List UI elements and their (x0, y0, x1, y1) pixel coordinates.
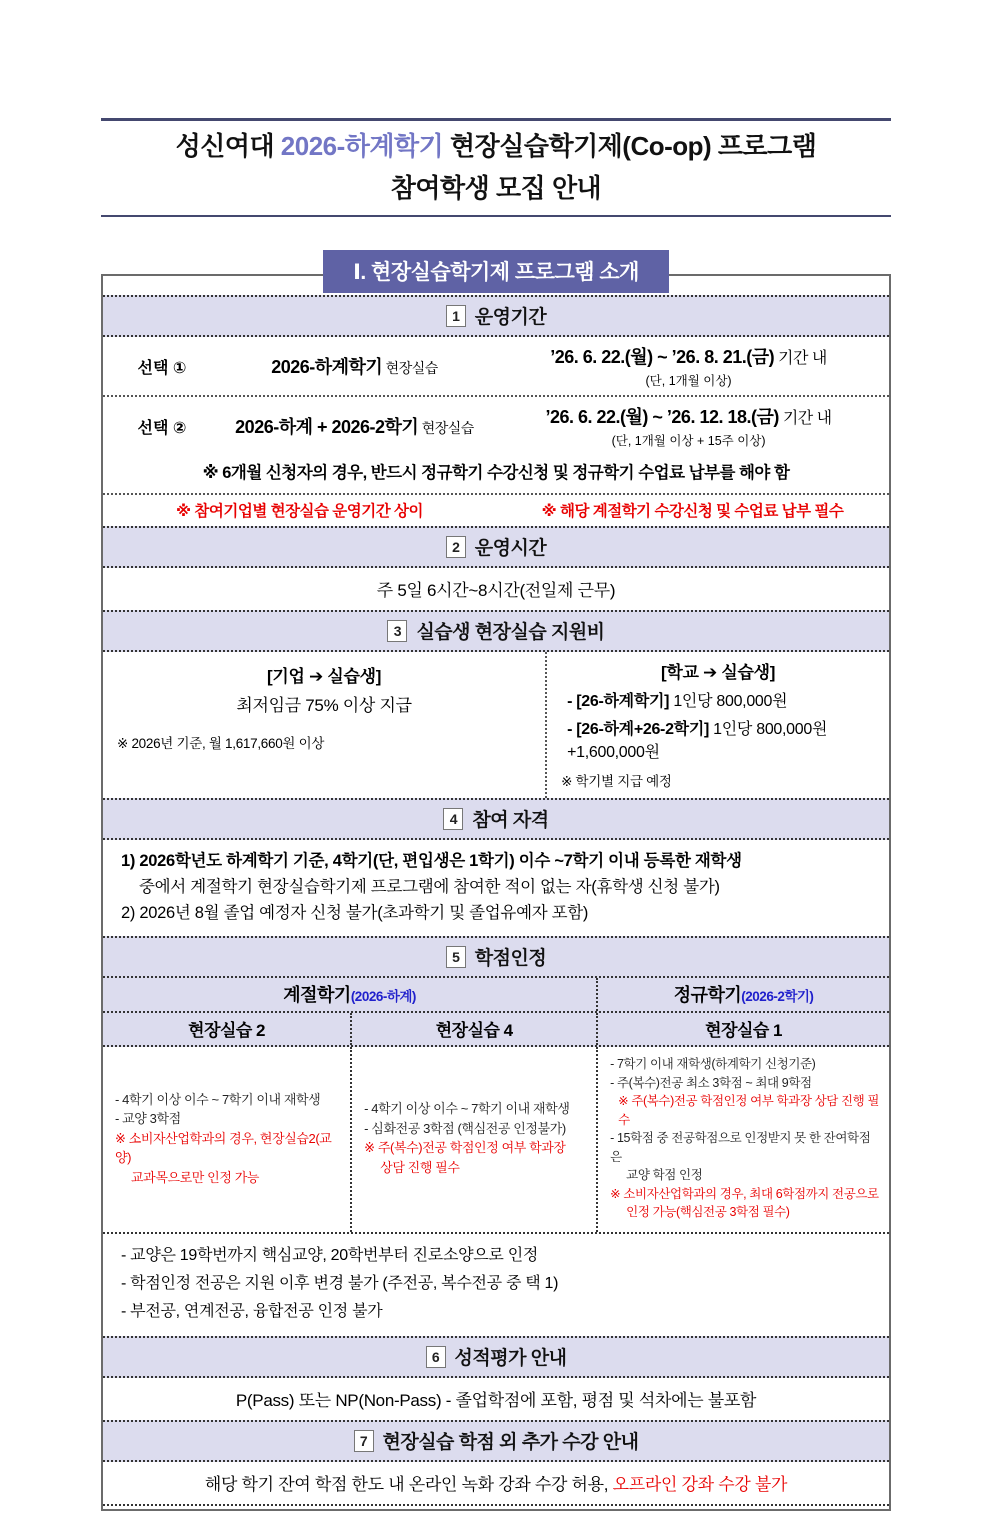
option1-label: 선택 ① (137, 359, 187, 377)
school-item1-value: 1인당 800,000원 (669, 693, 788, 710)
band-grading (103, 1336, 889, 1378)
seasonal-semester-header (103, 978, 598, 1011)
cell-line: - 교양 3학점 (115, 1111, 181, 1126)
option1-row (103, 337, 889, 397)
cell-line: - 7학기 이내 재학생(하계학기 신청기준) (610, 1057, 816, 1071)
company-support-cell (103, 652, 547, 798)
credit-table-body (103, 1047, 889, 1234)
eligibility-line-1: 1) 2026학년도 하계학기 기준, 4학기(단, 편입생은 1학기) 이수 ~7학기 이내 등록한 재학생 (121, 852, 742, 870)
credit-note-2: - 학점인정 전공은 지원 이후 변경 불가 (주전공, 복수전공 중 택 1) (121, 1274, 559, 1292)
school-support-header: [학교 ➔ 실습생] (660, 663, 776, 682)
title-accent: 2026-하계학기 (280, 131, 444, 161)
option1-period (488, 343, 889, 389)
option1-program-name: 2026-하계학기 (271, 357, 383, 377)
band-support-fee (103, 610, 889, 652)
band-extra-courses (103, 1420, 889, 1462)
grading-content: P(Pass) 또는 NP(Non-Pass) - 졸업학점에 포함, 평점 및 석차에는 불포함 (235, 1390, 757, 1410)
course-header-3: 현장실습 1 (705, 1021, 783, 1040)
option1-period-note: (단, 1개월 이상) (645, 374, 732, 388)
cell-line-warning: ※ 소비자산업학과의 경우, 최대 6학점까지 전공으로 (610, 1186, 879, 1201)
cell-line: - 4학기 이상 이수 ~ 7학기 이내 재학생 (115, 1091, 321, 1107)
band-eligibility (103, 798, 889, 840)
red-notes-row (103, 493, 889, 526)
band-number-icon: 1 (446, 305, 466, 327)
option2-label: 선택 ② (137, 419, 187, 437)
title-line-1 (101, 125, 891, 167)
company-support-line: 최저임금 75% 이상 지급 (236, 696, 412, 715)
band-title: 참여 자격 (472, 810, 549, 831)
band-title: 학점인정 (474, 948, 547, 969)
option2-program-name: 2026-하계 + 2026-2학기 (235, 417, 419, 437)
eligibility-block (103, 840, 889, 936)
credit-cell-practice1 (598, 1047, 889, 1232)
course-header-1: 현장실습 2 (103, 1013, 352, 1045)
option1-program (221, 353, 488, 379)
credit-cell-practice4 (352, 1047, 598, 1232)
band-number-icon: 7 (354, 1430, 374, 1452)
school-item1-label: - [26-하계학기] (567, 693, 670, 710)
course-header-2: 현장실습 4 (352, 1013, 598, 1045)
band-operation-period (103, 295, 889, 337)
cell-line: 교양 학점 인정 (626, 1168, 703, 1182)
red-note-left: ※ 참여기업별 현장실습 운영기간 상이 (176, 503, 423, 520)
credit-table-header-semester (103, 978, 889, 1013)
option2-program-sub: 현장실습 (418, 420, 474, 436)
extra-courses-forbidden: 오프라인 강좌 수강 불가 (612, 1474, 788, 1494)
band-operation-hours (103, 526, 889, 568)
option2-program (221, 413, 488, 439)
band-title: 운영기간 (474, 307, 547, 328)
cell-line-warning: ※ 소비자산업학과의 경우, 현장실습2(교양) (115, 1130, 332, 1165)
cell-line: - 4학기 이상 이수 ~ 7학기 이내 재학생 (364, 1101, 570, 1117)
credit-note-1: - 교양은 19학번까지 핵심교양, 20학번부터 진로소양으로 인정 (121, 1246, 539, 1264)
option1-period-suffix: 기간 내 (774, 350, 827, 367)
title-bottom-rule (101, 215, 891, 217)
regular-semester-label: 정규학기 (673, 985, 742, 1005)
option2-period-dates: ’26. 6. 22.(월) ~ ’26. 12. 18.(금) (545, 407, 779, 427)
title-block (101, 118, 891, 217)
document-title (101, 121, 891, 209)
credit-table-header-course (103, 1013, 889, 1047)
eligibility-line-2: 중에서 계절학기 현장실습학기제 프로그램에 참여한 적이 없는 자(휴학생 신청 불가) (139, 878, 720, 896)
band-credit-recognition (103, 936, 889, 978)
credit-notes (103, 1234, 889, 1336)
band-number-icon: 5 (446, 946, 466, 968)
band-number-icon: 4 (443, 808, 463, 830)
title-suffix: 현장실습학기제(Co-op) 프로그램 (443, 131, 817, 161)
school-item2-label: - [26-하계+26-2학기] (567, 721, 710, 738)
cell-line: - 15학점 중 전공학점으로 인정받지 못 한 잔여학점은 (610, 1131, 871, 1164)
credit-note-3: - 부전공, 연계전공, 융합전공 인정 불가 (121, 1302, 383, 1320)
company-support-header: [기업 ➔ 실습생] (266, 667, 382, 686)
option1-period-dates: ’26. 6. 22.(월) ~ ’26. 8. 21.(금) (550, 347, 775, 367)
cell-line-warning: 상담 진행 필수 (380, 1159, 460, 1175)
regular-semester-header (598, 978, 889, 1011)
credit-table (103, 978, 889, 1234)
cell-line-warning: 인정 가능(핵심전공 3학점 필수) (626, 1205, 790, 1219)
band-title: 현장실습 학점 외 추가 수강 안내 (382, 1431, 639, 1453)
option1-program-sub: 현장실습 (382, 360, 438, 376)
cell-line-warning: ※ 주(복수)전공 학점인정 여부 학과장 (364, 1140, 566, 1156)
band-title: 실습생 현장실습 지원비 (416, 622, 605, 643)
document-page (0, 118, 992, 1521)
option2-period-note: (단, 1개월 이상 + 15주 이상) (611, 434, 766, 448)
cell-line-warning: 교과목으로만 인정 가능 (131, 1169, 260, 1185)
section-banner: Ⅰ. 현장실습학기제 프로그램 소개 (323, 250, 669, 293)
credit-cell-practice2 (103, 1047, 352, 1232)
band-number-icon: 2 (446, 536, 466, 558)
option2-row (103, 397, 889, 455)
option2-warning: ※ 6개월 신청자의 경우, 반드시 정규학기 수강신청 및 정규학기 수업료 납부를 해야 함 (202, 464, 790, 482)
operation-hours-content: 주 5일 6시간~8시간(전일제 근무) (376, 581, 616, 600)
extra-courses-content (103, 1462, 889, 1506)
band-title: 운영시간 (474, 538, 547, 559)
cell-line-warning: ※ 주(복수)전공 학점인정 여부 학과장 상담 진행 필수 (618, 1094, 880, 1127)
band-number-icon: 6 (426, 1346, 446, 1368)
title-line-2: 참여학생 모집 안내 (390, 173, 602, 203)
title-prefix: 성신여대 (175, 131, 281, 161)
school-support-item-2 (561, 716, 875, 762)
band-number-icon: 3 (387, 620, 407, 642)
eligibility-line-3: 2) 2026년 8월 졸업 예정자 신청 불가(초과학기 및 졸업유예자 포함) (121, 904, 589, 922)
extra-courses-allowed: 해당 학기 잔여 학점 한도 내 온라인 녹화 강좌 수강 허용, (204, 1474, 613, 1494)
school-support-cell (547, 652, 889, 798)
school-item2-value: 1인당 800,000원+1,600,000원 (567, 721, 828, 761)
option2-period (488, 403, 889, 449)
school-support-item-1 (561, 688, 875, 711)
section-banner-wrap (0, 250, 992, 293)
seasonal-semester-label: 계절학기 (283, 985, 351, 1005)
seasonal-semester-sub: (2026-하계) (350, 989, 416, 1004)
regular-semester-sub: (2026-2학기) (741, 989, 814, 1004)
cell-line: - 주(복수)전공 최소 3학점 ~ 최대 9학점 (610, 1075, 812, 1090)
content-box (101, 274, 891, 1511)
cell-line: - 심화전공 3학점 (핵심전공 인정불가) (364, 1120, 566, 1136)
red-note-right: ※ 해당 계절학기 수강신청 및 수업료 납부 필수 (541, 503, 844, 520)
option2-block (103, 397, 889, 493)
band-title: 성적평가 안내 (454, 1347, 567, 1369)
school-support-note: ※ 학기별 지급 예정 (561, 774, 672, 789)
support-fee-row (103, 652, 889, 798)
option2-period-suffix: 기간 내 (778, 410, 832, 427)
company-support-note: ※ 2026년 기준, 월 1,617,660원 이상 (117, 736, 325, 751)
